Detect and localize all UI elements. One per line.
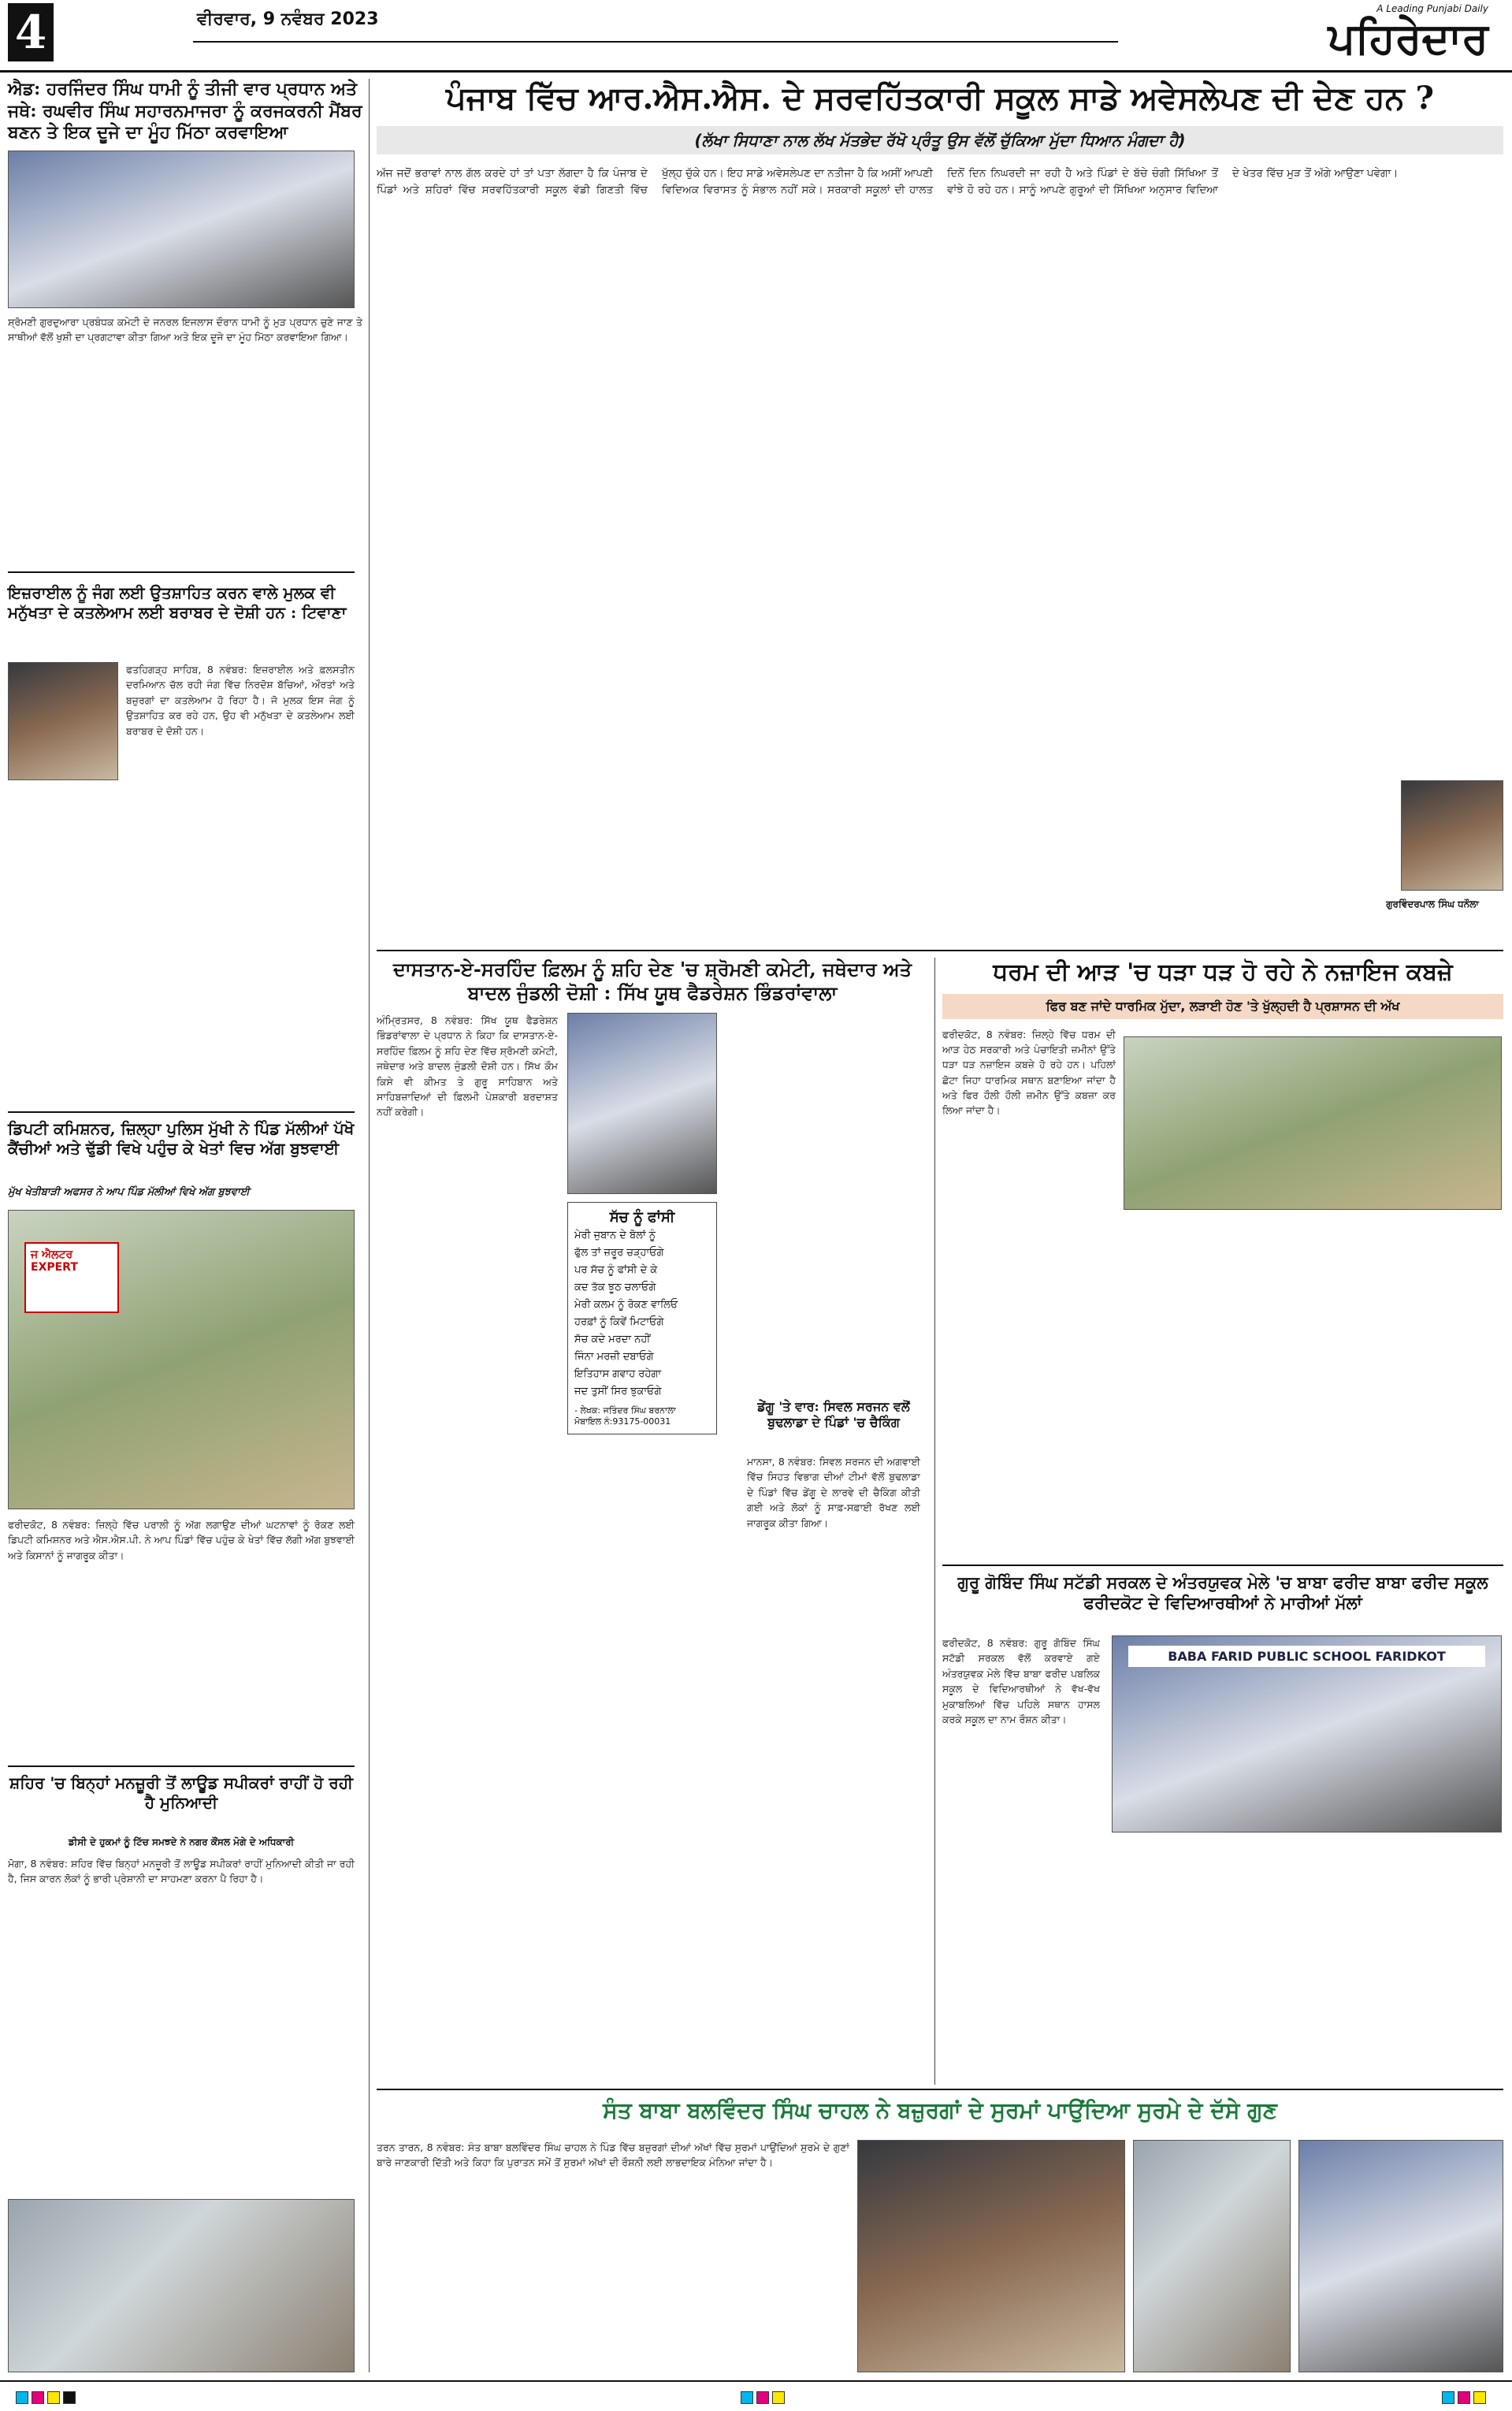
color-swatch [32, 2391, 44, 2404]
color-swatch [47, 2391, 60, 2404]
brand [1328, 3, 1488, 61]
color-swatch [741, 2391, 753, 2404]
fair-photo [1112, 1635, 1502, 1832]
lead-byline: ਗੁਰਵਿੰਦਰਪਾਲ ਸਿੰਘ ਧਨੌਲਾ [1386, 899, 1479, 910]
surma-body: ਤਰਨ ਤਾਰਨ, 8 ਨਵੰਬਰ: ਸੰਤ ਬਾਬਾ ਬਲਵਿੰਦਰ ਸਿੰਘ ਚਾਹਲ ਨੇ ਪਿੰਡ ਵਿੱਚ ਬਜ਼ੁਰਗਾਂ ਦੀਆਂ ਅੱਖਾਂ ਵਿੱਚ ਸੁਰਮਾਂ ਪਾਉਂਦਿਆਂ ਸੁਰਮੇ ਦੇ ਗੁਣਾਂ ਬਾਰੇ ਜਾਣਕਾਰੀ ਦਿੱਤੀ ਅਤੇ ਕਿਹਾ ਕਿ ਪੁਰਾਤਨ ਸਮੇਂ ਤੋਂ ਸੁਰਮਾਂ ਅੱਖਾਂ ਦੀ ਰੌਸ਼ਨੀ ਲਈ ਲਾਭਦਾਇਕ ਮੰਨਿਆ ਜਾਂਦਾ ਹੈ। [377, 2141, 849, 2169]
story4-headline: ਸ਼ਹਿਰ 'ਚ ਬਿਨ੍ਹਾਂ ਮਨਜ਼ੂਰੀ ਤੋਂ ਲਾਊਡ ਸਪੀਕਰਾਂ ਰਾਹੀਂ ਹੋ ਰਹੀ ਹੈ ਮੁਨਿਆਦੀ [9, 1773, 354, 1812]
encroach-headline: ਧਰਮ ਦੀ ਆੜ 'ਚ ਧੜਾ ਧੜ ਹੋ ਰਹੇ ਨੇ ਨਜ਼ਾਇਜ ਕਬਜ਼ੇ [993, 958, 1453, 986]
encroach-body: ਫਰੀਦਕੋਟ, 8 ਨਵੰਬਰ: ਜ਼ਿਲ੍ਹੇ ਵਿੱਚ ਧਰਮ ਦੀ ਆੜ ਹੇਠ ਸਰਕਾਰੀ ਅਤੇ ਪੰਚਾਇਤੀ ਜ਼ਮੀਨਾਂ ਉੱਤੇ ਧੜਾ ਧੜ ਨਜ਼ਾਇਜ ਕਬਜ਼ੇ ਹੋ ਰਹੇ ਹਨ। ਪਹਿਲਾਂ ਛੋਟਾ ਜਿਹਾ ਧਾਰਮਿਕ ਸਥਾਨ ਬਣਾਇਆ ਜਾਂਦਾ ਹੈ ਅਤੇ ਫਿਰ ਹੌਲੀ ਹੌਲੀ ਜ਼ਮੀਨ ਉੱਤੇ ਕਬਜ਼ਾ ਕਰ ਲਿਆ ਜਾਂਦਾ ਹੈ। [942, 1028, 1116, 1117]
color-swatch [1473, 2391, 1486, 2404]
story2-body: ਫਤਹਿਗੜ੍ਹ ਸਾਹਿਬ, 8 ਨਵੰਬਰ: ਇਜ਼ਰਾਈਲ ਅਤੇ ਫ਼ਲਸਤੀਨ ਦਰਮਿਆਨ ਚੱਲ ਰਹੀ ਜੰਗ ਵਿੱਚ ਨਿਰਦੋਸ਼ ਬੱਚਿਆਂ, ਔਰਤਾਂ ਅਤੇ ਬਜ਼ੁਰਗਾਂ ਦਾ ਕਤਲੇਆਮ ਹੋ ਰਿਹਾ ਹੈ। ਜੋ ਮੁਲਕ ਇਸ ਜੰਗ ਨੂੰ ਉਤਸ਼ਾਹਿਤ ਕਰ ਰਹੇ ਹਨ, ਉਹ ਵੀ ਮਨੁੱਖਤਾ ਦੇ ਕਤਲੇਆਮ ਲਈ ਬਰਾਬਰ ਦੇ ਦੋਸ਼ੀ ਹਨ। [126, 664, 355, 737]
print-registration-bar [0, 2380, 1512, 2411]
encroach-photo [1124, 1036, 1502, 1210]
story1-body: ਸ਼੍ਰੋਮਣੀ ਗੁਰਦੁਆਰਾ ਪ੍ਰਬੰਧਕ ਕਮੇਟੀ ਦੇ ਜਨਰਲ ਇਜਲਾਸ ਦੌਰਾਨ ਧਾਮੀ ਨੂੰ ਮੁੜ ਪ੍ਰਧਾਨ ਚੁਣੇ ਜਾਣ ਤੇ ਸਾਥੀਆਂ ਵੱਲੋਂ ਖੁਸ਼ੀ ਦਾ ਪ੍ਰਗਟਾਵਾ ਕੀਤਾ ਗਿਆ ਅਤੇ ਇਕ ਦੂਜੇ ਦਾ ਮੂੰਹ ਮਿੱਠਾ ਕਰਵਾਇਆ ਗਿਆ। [8, 315, 362, 343]
page-number: 4 [8, 3, 54, 61]
story1-headline: ਐਡ: ਹਰਜਿੰਦਰ ਸਿੰਘ ਧਾਮੀ ਨੂੰ ਤੀਜੀ ਵਾਰ ਪ੍ਰਧਾਨ ਅਤੇ ਜਥੇ: ਰਘਵੀਰ ਸਿੰਘ ਸਹਾਰਨਮਾਜਰਾ ਨੂੰ ਕਰਜਕਰਨੀ ਮੈਂਬਰ ਬਣਨ ਤੇ ਇਕ ਦੂਜੇ ਦਾ ਮੂੰਹ ਮਿੱਠਾ ਕਰਵਾਇਆ [8, 79, 362, 143]
film-body: ਅੰਮ੍ਰਿਤਸਰ, 8 ਨਵੰਬਰ: ਸਿੱਖ ਯੂਥ ਫੈਡਰੇਸ਼ਨ ਭਿੰਡਰਾਂਵਾਲਾ ਦੇ ਪ੍ਰਧਾਨ ਨੇ ਕਿਹਾ ਕਿ ਦਾਸਤਾਨ-ਏ-ਸਰਹਿੰਦ ਫ਼ਿਲਮ ਨੂੰ ਸ਼ਹਿ ਦੇਣ ਵਿੱਚ ਸ਼੍ਰੋਮਣੀ ਕਮੇਟੀ, ਜਥੇਦਾਰ ਅਤੇ ਬਾਦਲ ਜੁੰਡਲੀ ਦੋਸ਼ੀ ਹਨ। ਸਿੱਖ ਕੌਮ ਕਿਸੇ ਵੀ ਕੀਮਤ ਤੇ ਗੁਰੂ ਸਾਹਿਬਾਨ ਅਤੇ ਸਾਹਿਬਜ਼ਾਦਿਆਂ ਦੀ ਫ਼ਿਲਮੀ ਪੇਸ਼ਕਾਰੀ ਬਰਦਾਸ਼ਤ ਨਹੀਂ ਕਰੇਗੀ। [377, 1014, 558, 1118]
fair-banner: BABA FARID PUBLIC SCHOOL FARIDKOT [1128, 1646, 1485, 1667]
lead-headline: ਪੰਜਾਬ ਵਿੱਚ ਆਰ.ਐਸ.ਐਸ. ਦੇ ਸਰਵਹਿੱਤਕਾਰੀ ਸਕੂਲ ਸਾਡੇ ਅਵੇਸਲੇਪਣ ਦੀ ਦੇਣ ਹਨ ? [446, 80, 1434, 117]
lead-author-photo [1401, 780, 1503, 891]
color-swatch [1458, 2391, 1470, 2404]
column-rule [934, 958, 935, 2085]
story3-body: ਫਰੀਦਕੋਟ, 8 ਨਵੰਬਰ: ਜ਼ਿਲ੍ਹੇ ਵਿੱਚ ਪਰਾਲੀ ਨੂੰ ਅੱਗ ਲਗਾਉਣ ਦੀਆਂ ਘਟਨਾਵਾਂ ਨੂੰ ਰੋਕਣ ਲਈ ਡਿਪਟੀ ਕਮਿਸ਼ਨਰ ਅਤੇ ਐਸ.ਐਸ.ਪੀ. ਨੇ ਆਪ ਪਿੰਡਾਂ ਵਿੱਚ ਪਹੁੰਚ ਕੇ ਖੇਤਾਂ ਵਿੱਚ ਲੱਗੀ ਅੱਗ ਬੁਝਵਾਈ ਅਤੇ ਕਿਸਾਨਾਂ ਨੂੰ ਜਾਗਰੂਕ ਕੀਤਾ। [8, 1519, 355, 1561]
lead-story [377, 79, 1503, 946]
lead-subheadline: (ਲੱਖਾ ਸਿਧਾਣਾ ਨਾਲ ਲੱਖ ਮੱਤਭੇਦ ਰੱਖੋ ਪ੍ਰੰਤੂ ਉਸ ਵੱਲੋਂ ਚੁੱਕਿਆ ਮੁੱਦਾ ਧਿਆਨ ਮੰਗਦਾ ਹੈ) [377, 126, 1503, 154]
divider [942, 1565, 1503, 1566]
divider [377, 950, 1503, 951]
story2-portrait [8, 662, 118, 780]
column-rule [369, 79, 370, 2372]
story3-photo [8, 1210, 355, 1509]
bottom-section [377, 2097, 1503, 2376]
poem-author: - ਲੇਖਕ: ਜਤਿੰਦਰ ਸਿੰਘ ਬਰਨਾਲਾ [574, 1405, 676, 1416]
story3-kicker: ਮੁੱਖ ਖੇਤੀਬਾੜੀ ਅਫਸਰ ਨੇ ਆਪ ਪਿੰਡ ਮੱਲੀਆਂ ਵਿਖੇ ਅੱਗ ਬੁਝਵਾਈ [8, 1186, 250, 1198]
masthead [0, 0, 1512, 73]
poem-phone: ਮੋਬਾਇਲ ਨੰ:93175-00031 [574, 1416, 671, 1427]
poem-title: ਸੱਚ ਨੂੰ ਫਾਂਸੀ [609, 1209, 675, 1226]
color-swatch [16, 2391, 28, 2404]
surma-photo-2 [1133, 2140, 1291, 2372]
fair-headline: ਗੁਰੂ ਗੋਬਿੰਦ ਸਿੰਘ ਸਟੱਡੀ ਸਰਕਲ ਦੇ ਅੰਤਰਯੁਵਕ ਮੇਲੇ 'ਚ ਬਾਬਾ ਫਰੀਦ ਬਾਬਾ ਫਰੀਦ ਸਕੂਲ ਫਰੀਦਕੋਟ ਦੇ ਵਿਦਿਆਰਥੀਆਂ ਨੇ ਮਾਰੀਆਂ ਮੱਲਾਂ [957, 1572, 1488, 1613]
encroach-kicker: ਫਿਰ ਬਣ ਜਾਂਦੇ ਧਾਰਮਿਕ ਮੁੱਦਾ, ਲੜਾਈ ਹੋਣ 'ਤੇ ਖੁੱਲ੍ਹਦੀ ਹੈ ਪ੍ਰਸ਼ਾਸਨ ਦੀ ਅੱਖ [942, 994, 1503, 1019]
dengue-headline: ਡੇਂਗੂ 'ਤੇ ਵਾਰ: ਸਿਵਲ ਸਰਜਨ ਵਲੋਂ ਬੁਢਲਾਡਾ ਦੇ ਪਿੰਡਾਂ 'ਚ ਚੈਕਿੰਗ [757, 1399, 910, 1430]
poem-box [567, 1202, 717, 1434]
dateline-rule [193, 41, 1118, 43]
surma-photo-3 [1298, 2140, 1503, 2372]
mid-right-section [942, 958, 1503, 2085]
color-swatch [1442, 2391, 1454, 2404]
story1-photo [8, 151, 355, 308]
divider [8, 571, 355, 573]
photo-sign: ਜ ਐਲਟਰ EXPERT [24, 1242, 119, 1313]
poem-text: ਮੇਰੀ ਜੁਬਾਨ ਦੇ ਬੋਲਾਂ ਨੂੰ ਫੁੱਲ ਤਾਂ ਜ਼ਰੂਰ ਚੜ੍ਹਾਓਗੇ ਪਰ ਸੱਚ ਨੂੰ ਫਾਂਸੀ ਦੇ ਕੇ ਕਦ ਤੱਕ ਝੂਠ ਚਲਾਓਗੇ ਮੇਰੀ ਕਲਮ ਨੂੰ ਰੋਕਣ ਵਾਲਿਓ ਹਰਫ਼ਾਂ ਨੂੰ ਕਿਵੇਂ ਮਿਟਾਓਗੇ ਸੱਚ ਕਦੇ ਮਰਦਾ ਨਹੀਂ ਜਿੰਨਾ ਮਰਜ਼ੀ ਦਬਾਓਗੇ ਇਤਿਹਾਸ ਗਵਾਹ ਰਹੇਗਾ ਜਦ ਤੁਸੀਂ ਸਿਰ ਝੁਕਾਓਗੇ [574, 1229, 678, 1398]
left-column [8, 79, 362, 2372]
dateline: ਵੀਰਵਾਰ, 9 ਨਵੰਬਰ 2023 [197, 9, 379, 29]
story2-headline: ਇਜ਼ਰਾਈਲ ਨੂੰ ਜੰਗ ਲਈ ਉਤਸ਼ਾਹਿਤ ਕਰਨ ਵਾਲੇ ਮੁਲਕ ਵੀ ਮਨੁੱਖਤਾ ਦੇ ਕਤਲੇਆਮ ਲਈ ਬਰਾਬਰ ਦੇ ਦੋਸ਼ੀ ਹਨ : ਟਿਵਾਣਾ [8, 583, 347, 622]
lead-body: ਅੱਜ ਜਦੋਂ ਭਰਾਵਾਂ ਨਾਲ ਗੱਲ ਕਰਦੇ ਹਾਂ ਤਾਂ ਪਤਾ ਲੱਗਦਾ ਹੈ ਕਿ ਪੰਜਾਬ ਦੇ ਪਿੰਡਾਂ ਅਤੇ ਸ਼ਹਿਰਾਂ ਵਿੱਚ ਸਰਵਹਿੱਤਕਾਰੀ ਸਕੂਲ ਵੱਡੀ ਗਿਣਤੀ ਵਿੱਚ ਖੁੱਲ੍ਹ ਚੁੱਕੇ ਹਨ। ਇਹ ਸਾਡੇ ਅਵੇਸਲੇਪਣ ਦਾ ਨਤੀਜਾ ਹੈ ਕਿ ਅਸੀਂ ਆਪਣੀ ਵਿਦਿਅਕ ਵਿਰਾਸਤ ਨੂੰ ਸੰਭਾਲ ਨਹੀਂ ਸਕੇ। ਸਰਕਾਰੀ ਸਕੂਲਾਂ ਦੀ ਹਾਲਤ ਦਿਨੋਂ ਦਿਨ ਨਿਘਰਦੀ ਜਾ ਰਹੀ ਹੈ ਅਤੇ ਪਿੰਡਾਂ ਦੇ ਬੱਚੇ ਚੰਗੀ ਸਿੱਖਿਆ ਤੋਂ ਵਾਂਝੇ ਹੋ ਰਹੇ ਹਨ। ਸਾਨੂੰ ਆਪਣੇ ਗੁਰੂਆਂ ਦੀ ਸਿੱਖਿਆ ਅਨੁਸਾਰ ਵਿਦਿਆ ਦੇ ਖੇਤਰ ਵਿੱਚ ਮੁੜ ਤੋਂ ਅੱਗੇ ਆਉਣਾ ਪਵੇਗਾ। [377, 167, 1399, 196]
film-headline: ਦਾਸਤਾਨ-ਏ-ਸਰਹਿੰਦ ਫ਼ਿਲਮ ਨੂੰ ਸ਼ਹਿ ਦੇਣ 'ਚ ਸ਼੍ਰੋਮਣੀ ਕਮੇਟੀ, ਜਥੇਦਾਰ ਅਤੇ ਬਾਦਲ ਜੁੰਡਲੀ ਦੋਸ਼ੀ : ਸਿੱਖ ਯੂਥ ਫੈਡਰੇਸ਼ਨ ਭਿੰਡਰਾਂਵਾਲਾ [393, 958, 912, 1004]
story4-kicker: ਡੀਸੀ ਦੇ ਹੁਕਮਾਂ ਨੂੰ ਟਿੱਚ ਸਮਝਦੇ ਨੇ ਨਗਰ ਕੌਂਸਲ ਮੋਗੇ ਦੇ ਅਧਿਕਾਰੀ [68, 1836, 295, 1847]
divider [8, 1765, 355, 1767]
color-swatch [63, 2391, 76, 2404]
divider [377, 2089, 1503, 2090]
fair-body: ਫਰੀਦਕੋਟ, 8 ਨਵੰਬਰ: ਗੁਰੂ ਗੋਬਿੰਦ ਸਿੰਘ ਸਟੱਡੀ ਸਰਕਲ ਵੱਲੋਂ ਕਰਵਾਏ ਗਏ ਅੰਤਰਯੁਵਕ ਮੇਲੇ ਵਿੱਚ ਬਾਬਾ ਫਰੀਦ ਪਬਲਿਕ ਸਕੂਲ ਦੇ ਵਿਦਿਆਰਥੀਆਂ ਨੇ ਵੱਖ-ਵੱਖ ਮੁਕਾਬਲਿਆਂ ਵਿੱਚ ਪਹਿਲੇ ਸਥਾਨ ਹਾਸਲ ਕਰਕੇ ਸਕੂਲ ਦਾ ਨਾਮ ਰੌਸ਼ਨ ਕੀਤਾ। [942, 1637, 1100, 1725]
surma-headline: ਸੰਤ ਬਾਬਾ ਬਲਵਿੰਦਰ ਸਿੰਘ ਚਾਹਲ ਨੇ ਬਜ਼ੁਰਗਾਂ ਦੇ ਸੁਰਮਾਂ ਪਾਉਂਦਿਆ ਸੁਰਮੇ ਦੇ ਦੱਸੇ ਗੁਣ [603, 2097, 1277, 2123]
brand-tagline: A Leading Punjabi Daily [1376, 3, 1488, 14]
story4-photo [8, 2199, 355, 2372]
film-photo [567, 1013, 717, 1194]
color-swatch [772, 2391, 785, 2404]
mid-left-section [377, 958, 928, 2085]
color-swatch [756, 2391, 769, 2404]
divider [8, 1111, 355, 1113]
dengue-body: ਮਾਨਸਾ, 8 ਨਵੰਬਰ: ਸਿਵਲ ਸਰਜਨ ਦੀ ਅਗਵਾਈ ਵਿੱਚ ਸਿਹਤ ਵਿਭਾਗ ਦੀਆਂ ਟੀਮਾਂ ਵੱਲੋਂ ਬੁਢਲਾਡਾ ਦੇ ਪਿੰਡਾਂ ਵਿੱਚ ਡੇਂਗੂ ਦੇ ਲਾਰਵੇ ਦੀ ਚੈਕਿੰਗ ਕੀਤੀ ਗਈ ਅਤੇ ਲੋਕਾਂ ਨੂੰ ਸਾਫ਼-ਸਫ਼ਾਈ ਰੱਖਣ ਲਈ ਜਾਗਰੂਕ ਕੀਤਾ ਗਿਆ। [747, 1456, 920, 1529]
story4-body: ਮੋਗਾ, 8 ਨਵੰਬਰ: ਸ਼ਹਿਰ ਵਿੱਚ ਬਿਨ੍ਹਾਂ ਮਨਜ਼ੂਰੀ ਤੋਂ ਲਾਊਡ ਸਪੀਕਰਾਂ ਰਾਹੀਂ ਮੁਨਿਆਦੀ ਕੀਤੀ ਜਾ ਰਹੀ ਹੈ, ਜਿਸ ਕਾਰਨ ਲੋਕਾਂ ਨੂੰ ਭਾਰੀ ਪ੍ਰੇਸ਼ਾਨੀ ਦਾ ਸਾਹਮਣਾ ਕਰਨਾ ਪੈ ਰਿਹਾ ਹੈ। [8, 1858, 355, 1885]
brand-logo: ਪਹਿਰੇਦਾਰ [1328, 13, 1488, 63]
story3-headline: ਡਿਪਟੀ ਕਮਿਸ਼ਨਰ, ਜ਼ਿਲ੍ਹਾ ਪੁਲਿਸ ਮੁੱਖੀ ਨੇ ਪਿੰਡ ਮੱਲੀਆਂ ਪੱਖੋ ਕੈਂਚੀਆਂ ਅਤੇ ਢੁੱਡੀ ਵਿਖੇ ਪਹੁੰਚ ਕੇ ਖੇਤਾਂ ਵਿਚ ਅੱਗ ਬੁਝਵਾਈ [8, 1119, 355, 1158]
surma-photo-1 [857, 2140, 1125, 2372]
